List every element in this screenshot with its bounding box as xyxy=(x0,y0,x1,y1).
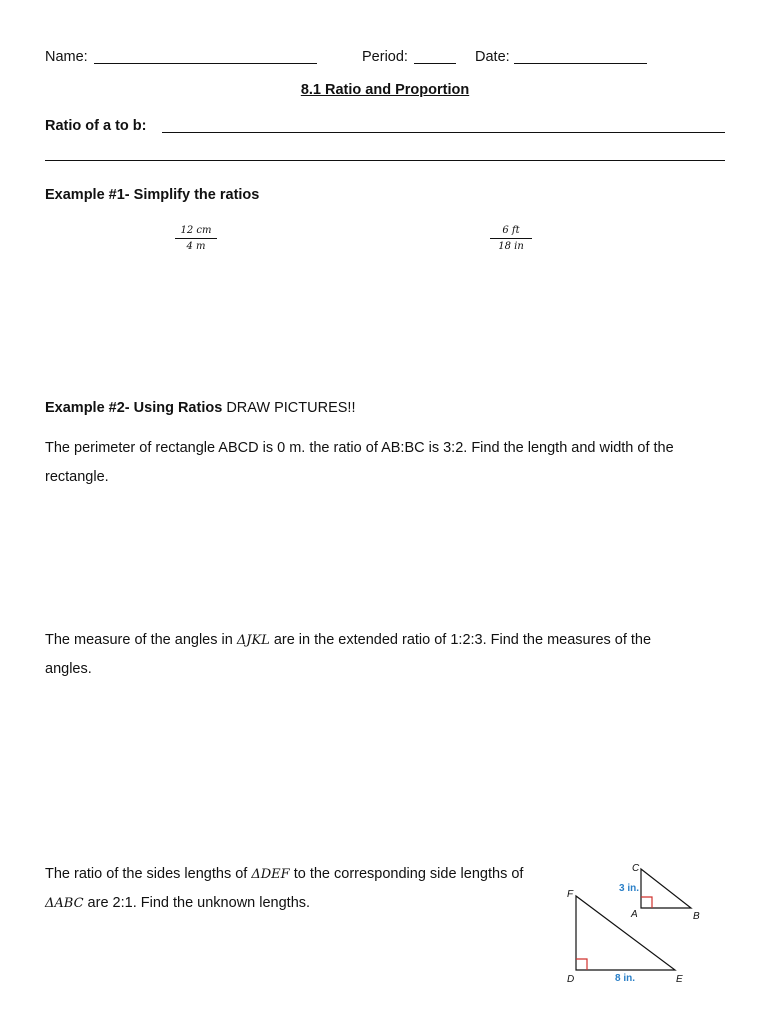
fraction-cm-over-m xyxy=(171,225,221,252)
fraction-numerator: 12 cm xyxy=(180,225,212,236)
triangle-abc xyxy=(619,863,700,922)
similar-triangles-figure xyxy=(555,855,705,990)
problem-triangles-text-b: to the corresponding side lengths of xyxy=(289,866,524,882)
triangle-abc-outline xyxy=(641,869,691,908)
name-field[interactable] xyxy=(94,63,317,64)
fraction-bar xyxy=(175,238,217,239)
triangle-def-symbol: ΔDEF xyxy=(251,867,290,882)
example1-heading: Example #1- Simplify the ratios xyxy=(45,187,260,203)
side-label-3in: 3 in. xyxy=(619,883,640,894)
fraction-denominator: 18 in xyxy=(498,241,524,252)
triangle-abc-symbol: ΔABC xyxy=(45,896,84,911)
problem-angles-text-a: The measure of the angles in xyxy=(45,632,237,648)
right-angle-marker xyxy=(641,897,652,908)
problem-triangles-line1 xyxy=(45,860,523,889)
ratio-label: Ratio of a to b: xyxy=(45,118,147,134)
example2-heading-bold: Example #2- Using Ratios xyxy=(45,400,223,416)
fraction-numerator: 6 ft xyxy=(502,225,520,236)
example2-heading xyxy=(45,398,355,418)
ratio-answer-line-1[interactable] xyxy=(162,132,725,133)
vertex-label-d: D xyxy=(567,974,575,985)
problem-triangles xyxy=(45,860,523,918)
vertex-label-b: B xyxy=(693,911,700,922)
date-field[interactable] xyxy=(514,63,647,64)
triangle-def xyxy=(567,889,683,985)
problem-rectangle-line1: The perimeter of rectangle ABCD is 0 m. the ratio of AB:BC is 3:2. Find the length and width of the xyxy=(45,440,674,456)
period-field[interactable] xyxy=(414,63,456,64)
triangle-jkl-symbol: ΔJKL xyxy=(236,633,270,648)
period-label: Period: xyxy=(362,49,408,65)
fraction-denominator: 4 m xyxy=(186,241,206,252)
problem-rectangle-line2: rectangle. xyxy=(45,469,109,485)
name-label: Name: xyxy=(45,49,88,65)
problem-angles-line1 xyxy=(45,626,651,655)
problem-angles-text-b: are in the extended ratio of 1:2:3. Find the measures of the xyxy=(269,632,652,648)
ratio-answer-line-2[interactable] xyxy=(45,160,725,161)
problem-rectangle xyxy=(45,434,674,492)
problem-triangles-text-a: The ratio of the sides lengths of xyxy=(45,866,252,882)
page-title: 8.1 Ratio and Proportion xyxy=(300,82,470,98)
vertex-label-e: E xyxy=(676,974,683,985)
vertex-label-f: F xyxy=(567,889,574,900)
fraction-bar xyxy=(490,238,532,239)
triangle-def-outline xyxy=(576,896,675,970)
vertex-label-a: A xyxy=(631,909,638,920)
problem-triangles-line2 xyxy=(45,889,523,918)
side-label-8in: 8 in. xyxy=(615,973,636,984)
problem-angles-line2: angles. xyxy=(45,661,92,677)
vertex-label-c: C xyxy=(632,863,640,874)
problem-angles xyxy=(45,626,651,684)
right-angle-marker xyxy=(576,959,587,970)
fraction-ft-over-in xyxy=(486,225,536,252)
date-label: Date: xyxy=(475,49,510,65)
example2-heading-extra: DRAW PICTURES!! xyxy=(226,400,356,416)
problem-triangles-text-c: are 2:1. Find the unknown lengths. xyxy=(83,895,311,911)
